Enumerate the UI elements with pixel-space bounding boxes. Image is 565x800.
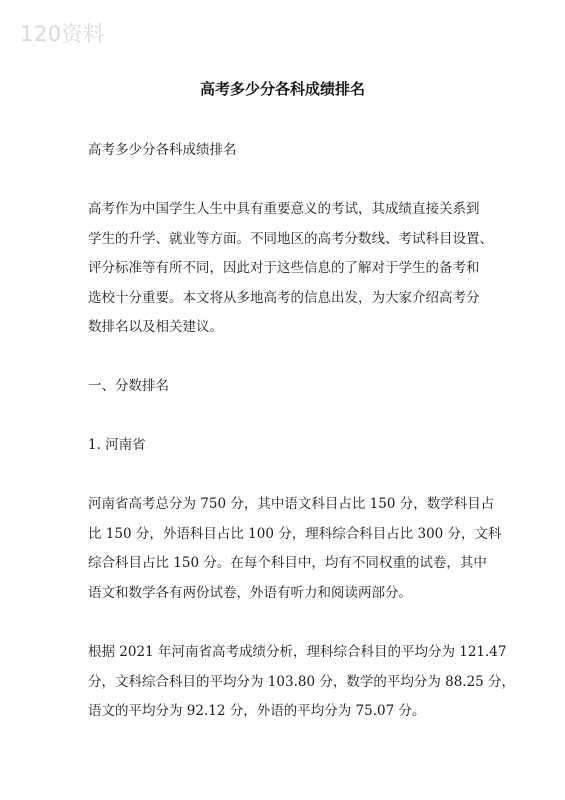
paragraph-line: 语文的平均分为 92.12 分，外语的平均分为 75.07 分。: [88, 703, 426, 719]
paragraph-line: 选校十分重要。本文将从多地高考的信息出发，为大家介绍高考分: [88, 289, 480, 306]
henan-paragraph-2: [88, 638, 516, 727]
paragraph-line: 评分标准等有所不同，因此对于这些信息的了解对于学生的备考和: [88, 260, 480, 276]
paragraph-line: 高考作为中国学生人生中具有重要意义的考试，其成绩直接关系到: [88, 201, 480, 217]
document-title: 高考多少分各科成绩排名: [199, 80, 365, 98]
subsection-heading: [88, 431, 498, 461]
paragraph-line: 根据 2021 年河南省高考成绩分析，理科综合科目的平均分为 121.47: [88, 644, 507, 660]
paragraph-line: 河南省高考总分为 750 分，其中语文科目占比 150 分，数学科目占: [88, 496, 495, 512]
section-heading: [88, 372, 498, 402]
paragraph-line: 数排名以及相关建议。: [88, 319, 223, 335]
document-subtitle: [88, 136, 498, 166]
subtitle-text: 高考多少分各科成绩排名: [88, 142, 237, 158]
section-heading-text: 一、分数排名: [88, 378, 169, 394]
paragraph-line: 分，文科综合科目的平均分为 103.80 分，数学的平均分为 88.25 分，: [88, 673, 516, 690]
henan-paragraph-1: [88, 490, 502, 608]
paragraph-line: 综合科目占比 150 分。在每个科目中，均有不同权重的试卷，其中: [88, 555, 487, 571]
watermark-logo: 120资料: [20, 22, 105, 46]
paragraph-line: 比 150 分，外语科目占比 100 分，理科综合科目占比 300 分，文科: [88, 525, 502, 542]
paragraph-line: 学生的升学、就业等方面。不同地区的高考分数线、考试科目设置、: [88, 230, 493, 247]
paragraph-line: 语文和数学各有两份试卷，外语有听力和阅读两部分。: [88, 584, 412, 601]
subsection-heading-text: 1. 河南省: [88, 437, 146, 453]
intro-paragraph: [88, 195, 498, 343]
